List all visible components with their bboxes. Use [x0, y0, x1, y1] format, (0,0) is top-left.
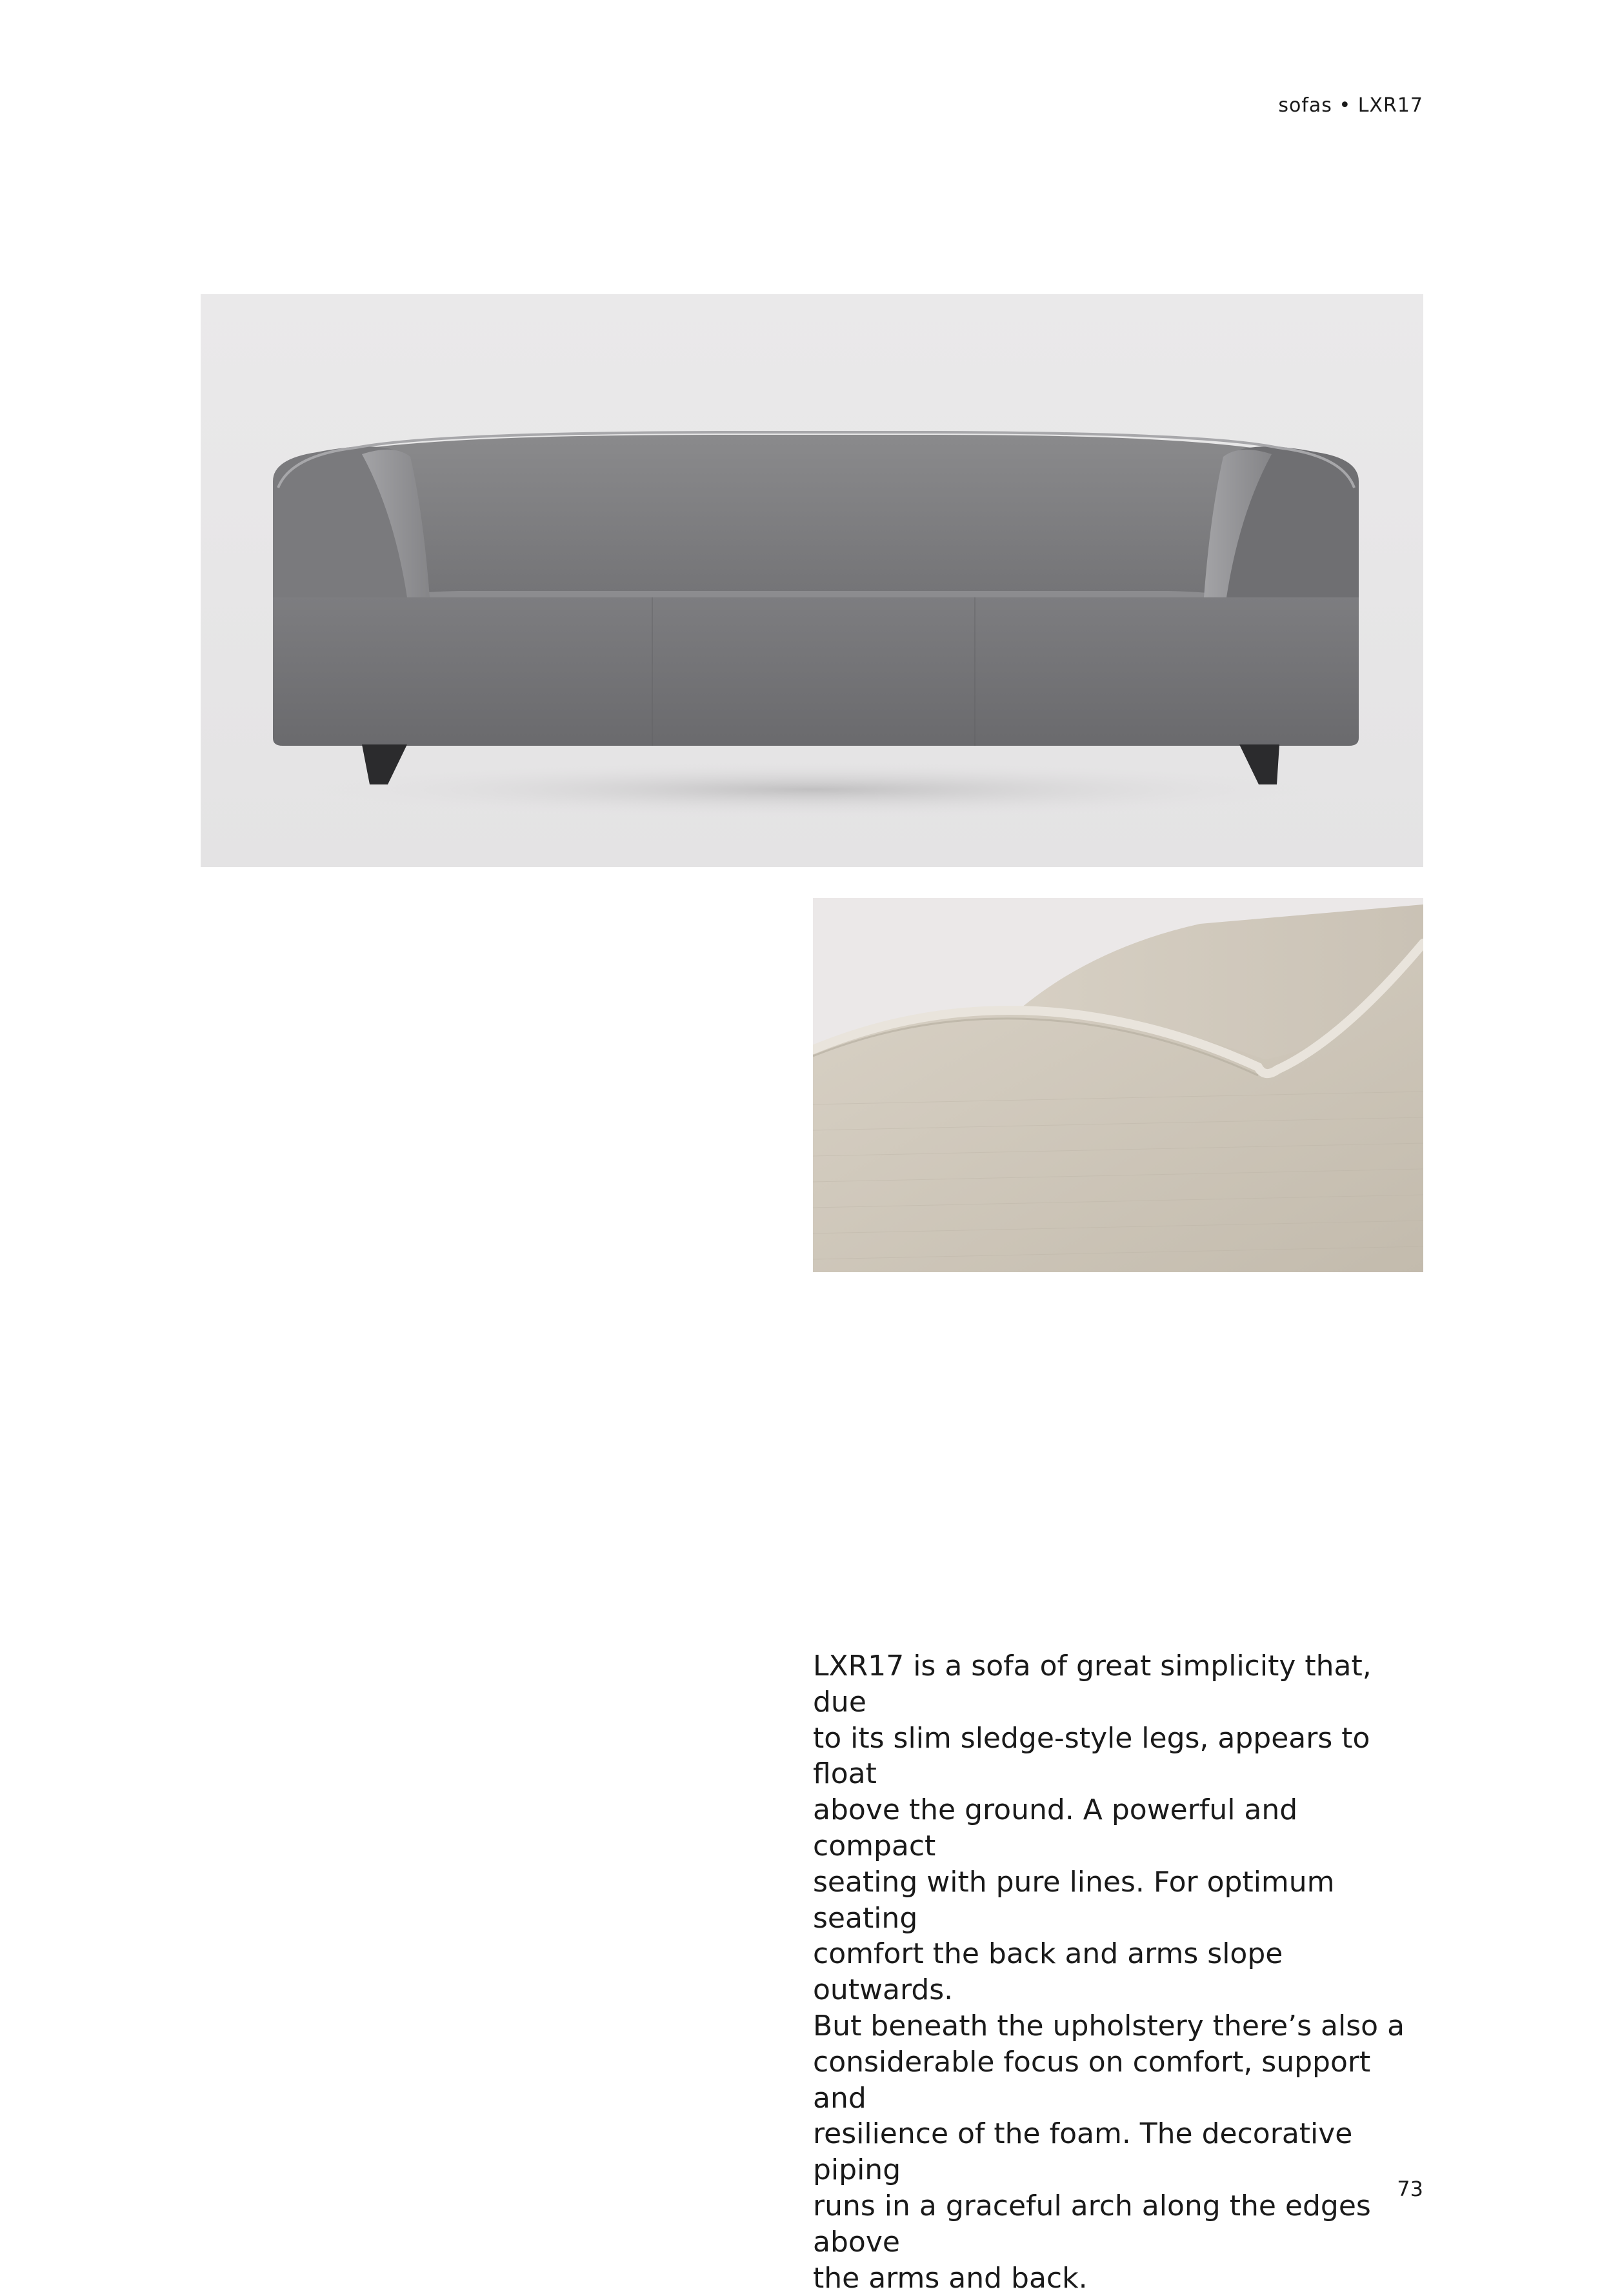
fabric-detail-photo: [813, 898, 1423, 1272]
header-separator: •: [1332, 94, 1358, 117]
sofa-illustration: [201, 294, 1423, 867]
header-section: sofas: [1278, 94, 1332, 117]
fabric-detail-illustration: [813, 898, 1423, 1272]
running-header: [1278, 94, 1423, 117]
product-description: LXR17 is a sofa of great simplicity that, due to its slim sledge-style legs, appears to float above the ground. A powerful and compact seating with pure lines. For optimum seating comfort the back and arms slope outwards. But beneath the upholstery there’s also a considerable focus on comfort, support and resilience of the foam. The decorative piping runs in a graceful arch along the edges above the arms and back.: [813, 1650, 1405, 2295]
header-product: LXR17: [1357, 94, 1423, 117]
sofa-photo: [201, 294, 1423, 867]
page-number: 73: [1397, 2177, 1423, 2201]
